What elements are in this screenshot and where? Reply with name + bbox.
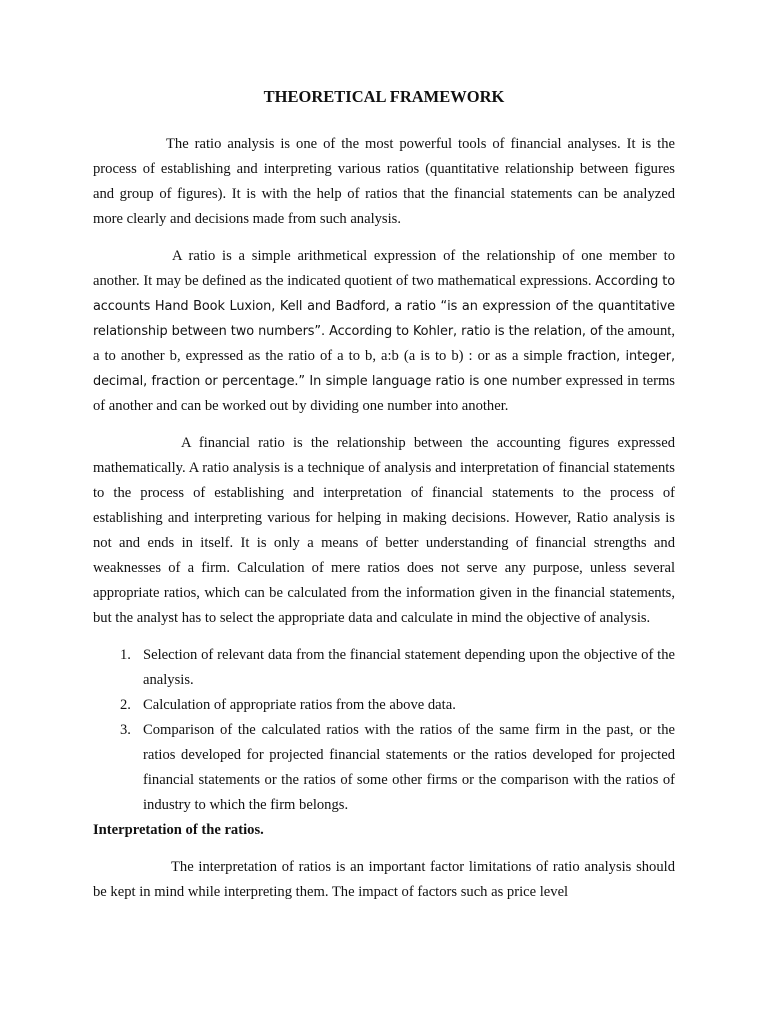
list-item-number: 3. (120, 722, 131, 738)
list-item-number: 1. (120, 647, 131, 663)
list-item (93, 643, 675, 693)
paragraph-text: the amount, a to another b, expressed as the ratio of a to b, a:b (a is to b) : or as a simple (93, 323, 675, 364)
list-item-text: Selection of relevant data from the financial statement depending upon the objective of the analysis. (143, 647, 675, 688)
list-item-text: Comparison of the calculated ratios with the ratios of the same firm in the past, or the ratios developed for projected financial statements or the ratios developed for projected financial statements or the ratios of some other firms or the comparison with the ratios of industry to which the firm belongs. (143, 722, 675, 813)
paragraph-financial-ratio: A financial ratio is the relationship between the accounting figures expressed mathematically. A ratio analysis is a technique of analysis and interpretation of financial statements to the process of establishing and interpretation of financial statements to the process of establishing and interpreting various for helping in making decisions. However, Ratio analysis is not and ends in itself. It is only a means of better understanding of financial strengths and weaknesses of a firm. Calculation of mere ratios does not serve any purpose, unless several appropriate ratios, which can be calculated from the information given in the financial statements, but the analyst has to select the appropriate data and calculate in mind the objective of analysis. (93, 435, 675, 626)
paragraph-ratio-analysis-intro: The ratio analysis is one of the most powerful tools of financial analyses. It is the process of establishing and interpreting various ratios (quantitative relationship between figures and group of figures). It is with the help of ratios that the financial statements can be analyzed more clearly and decisions made from such analysis. (93, 136, 675, 227)
paragraph-text-sans: fraction, integer, decimal, fraction or percentage.” In simple language ratio is one number (93, 349, 675, 389)
list-item-text: Calculation of appropriate ratios from the above data. (143, 697, 456, 713)
paragraph-ratio-definition (93, 244, 675, 419)
steps-list (93, 643, 675, 818)
list-item (93, 718, 675, 818)
paragraph-text: A ratio is a simple arithmetical expression of the relationship of one member to another. It may be defined as the indicated quotient of two mathematical expressions. (93, 248, 675, 289)
paragraph-text: expressed in terms of another and can be worked out by dividing one number into another. (93, 373, 675, 414)
section-heading: Interpretation of the ratios. (93, 822, 264, 838)
list-item (93, 693, 675, 718)
document-title: THEORETICAL FRAMEWORK (263, 87, 505, 106)
document-page (93, 84, 675, 917)
paragraph-interpretation: The interpretation of ratios is an important factor limitations of ratio analysis should be kept in mind while interpreting them. The impact of factors such as price level (93, 859, 675, 900)
list-item-number: 2. (120, 697, 131, 713)
paragraph-text-sans: According to accounts Hand Book Luxion, Kell and Badford, a ratio “is an expression of the quantitative relationship between two numbers”. According to Kohler, ratio is the relation, of (93, 274, 676, 339)
